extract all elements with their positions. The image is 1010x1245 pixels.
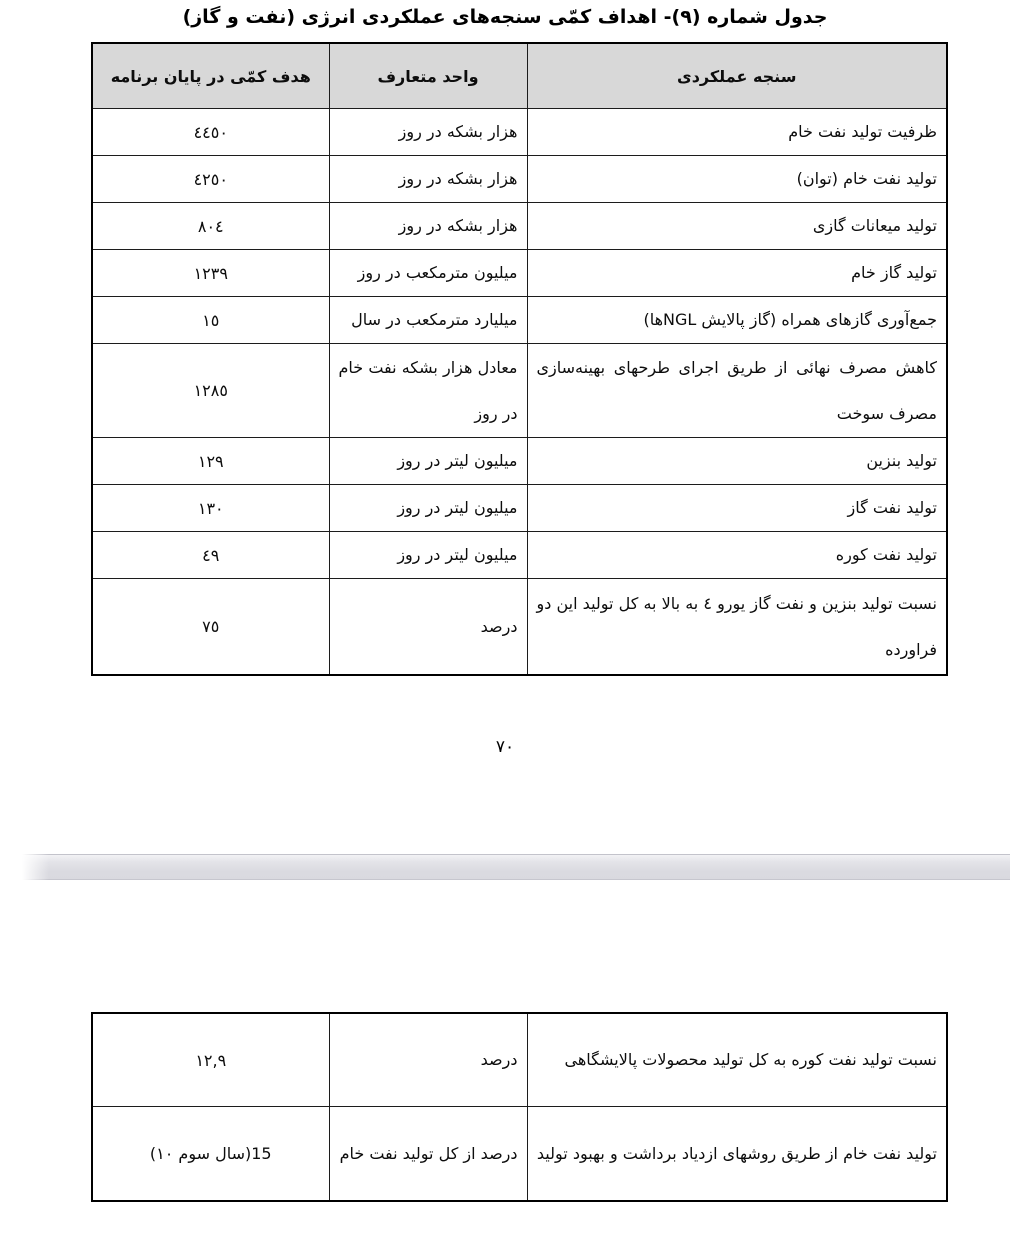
metric-cell: جمع‌آوری گازهای همراه (گاز پالایش NGLها) — [527, 297, 947, 344]
table-row — [92, 1013, 947, 1107]
unit-cell: هزار بشکه در روز — [329, 156, 527, 203]
unit-cell: میلیون لیتر در روز — [329, 532, 527, 579]
table-row — [92, 532, 947, 579]
header-unit: واحد متعارف — [329, 43, 527, 109]
target-cell: ٤٩ — [92, 532, 329, 579]
table-header-row — [92, 43, 947, 109]
target-cell: ١٢,٩ — [92, 1013, 329, 1107]
unit-cell: درصد از کل تولید نفت خام — [329, 1107, 527, 1202]
unit-cell: درصد — [329, 1013, 527, 1107]
unit-cell: درصد — [329, 579, 527, 676]
metric-cell: تولید نفت خام از طریق روشهای ازدیاد برداشت و بهبود تولید — [527, 1107, 947, 1202]
target-cell: 15(سال سوم ١٠) — [92, 1107, 329, 1202]
page-break-separator — [19, 854, 1010, 880]
header-target: هدف کمّی در پایان برنامه — [92, 43, 329, 109]
target-cell: ٤٤٥٠ — [92, 109, 329, 156]
table-row — [92, 297, 947, 344]
unit-cell: معادل هزار بشکه نفت خام در روز — [329, 344, 527, 438]
table-row — [92, 156, 947, 203]
table-row — [92, 579, 947, 676]
target-cell: ١٢٣٩ — [92, 250, 329, 297]
unit-cell: هزار بشکه در روز — [329, 203, 527, 250]
table-row — [92, 344, 947, 438]
table-title: جدول شماره (٩)- اهداف کمّی سنجه‌های عملکردی انرژی (نفت و گاز) — [182, 6, 828, 28]
energy-metrics-table — [91, 42, 948, 676]
target-cell: ٧٥ — [92, 579, 329, 676]
metric-cell: نسبت تولید بنزین و نفت گاز یورو ٤ به بالا به کل تولید این دو فراورده — [527, 579, 947, 676]
header-metric: سنجه عملکردی — [527, 43, 947, 109]
target-cell: ١٢٨٥ — [92, 344, 329, 438]
table-row — [92, 438, 947, 485]
metric-cell: تولید بنزین — [527, 438, 947, 485]
metric-cell: تولید نفت گاز — [527, 485, 947, 532]
target-cell: ١٥ — [92, 297, 329, 344]
page-number: ٧٠ — [495, 737, 515, 757]
table-row — [92, 250, 947, 297]
unit-cell: میلیون لیتر در روز — [329, 438, 527, 485]
table-row — [92, 1107, 947, 1202]
metric-cell: کاهش مصرف نهائی از طریق اجرای طرحهای بهینه‌سازی مصرف سوخت — [527, 344, 947, 438]
energy-metrics-table-continued — [91, 1012, 948, 1202]
target-cell: ١٣٠ — [92, 485, 329, 532]
target-cell: ١٢٩ — [92, 438, 329, 485]
unit-cell: میلیون مترمکعب در روز — [329, 250, 527, 297]
unit-cell: میلیارد مترمکعب در سال — [329, 297, 527, 344]
target-cell: ٨٠٤ — [92, 203, 329, 250]
metric-cell: تولید گاز خام — [527, 250, 947, 297]
metric-cell: تولید میعانات گازی — [527, 203, 947, 250]
table-row — [92, 203, 947, 250]
unit-cell: هزار بشکه در روز — [329, 109, 527, 156]
target-cell: ٤٢٥٠ — [92, 156, 329, 203]
metric-cell: تولید نفت کوره — [527, 532, 947, 579]
metric-cell: نسبت تولید نفت کوره به کل تولید محصولات پالایشگاهی — [527, 1013, 947, 1107]
table-row — [92, 485, 947, 532]
unit-cell: میلیون لیتر در روز — [329, 485, 527, 532]
metric-cell: ظرفیت تولید نفت خام — [527, 109, 947, 156]
table-row — [92, 109, 947, 156]
metric-cell: تولید نفت خام (توان) — [527, 156, 947, 203]
